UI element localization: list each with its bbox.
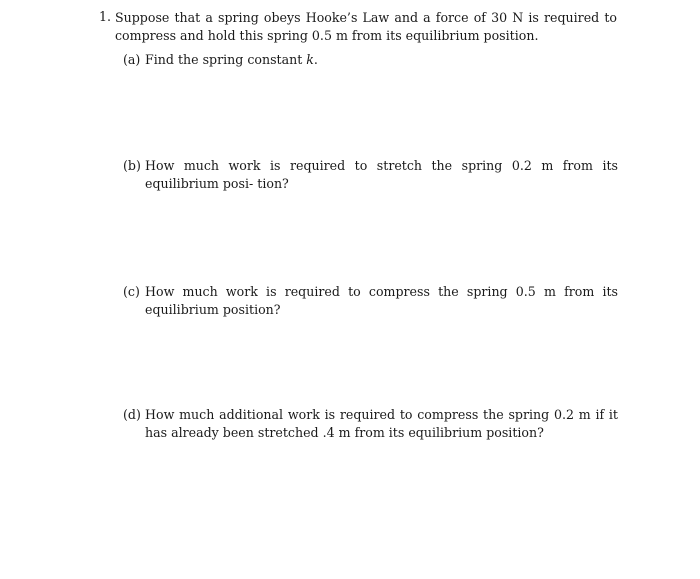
part-d-label: (d) [123, 407, 141, 422]
spring-constant-symbol: k [306, 52, 314, 67]
part-a-text-before: Find the spring constant [145, 52, 307, 67]
part-b-label: (b) [123, 158, 141, 173]
part-a-text [145, 51, 618, 69]
problem-number: 1. [99, 9, 112, 24]
part-a-label: (a) [123, 52, 141, 67]
part-c-label: (c) [123, 284, 140, 299]
part-b-text: How much work is required to stretch the spring 0.2 m from its equilibrium posi- tion? [145, 158, 618, 191]
part-a-text-after: . [313, 52, 318, 67]
part-d-text: How much additional work is required to compress the spring 0.2 m if it has already been stretched .4 m from its equilibrium position? [145, 407, 618, 440]
problem-statement: Suppose that a spring obeys Hooke’s Law and a force of 30 N is required to compress and hold this spring 0.5 m from its equilibrium position. [115, 10, 617, 43]
part-c-text: How much work is required to compress the spring 0.5 m from its equilibrium position? [145, 284, 618, 317]
